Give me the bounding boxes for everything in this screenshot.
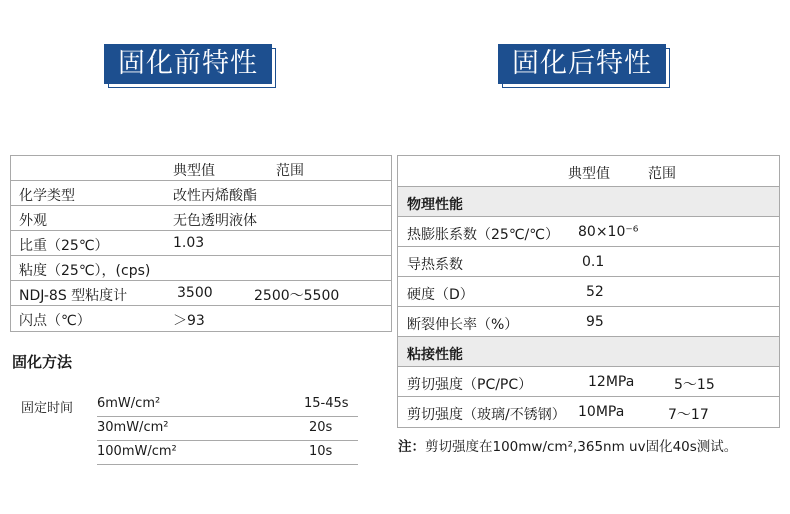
row-typical: 1.03: [173, 235, 205, 251]
note-text: 剪切强度在100mw/cm²,365nm uv固化40s测试。: [425, 439, 738, 455]
table-row: [11, 206, 391, 231]
table-row: [11, 306, 391, 331]
row-range: 2500～5500: [254, 288, 340, 304]
row-label: NDJ-8S 型粘度计: [19, 288, 128, 304]
row-typical: 12MPa: [588, 374, 635, 390]
row-label: 硬度（D）: [407, 287, 474, 303]
row-typical: 改性丙烯酸酯: [173, 188, 257, 204]
curing-time: 20s: [309, 420, 333, 435]
table-row: [398, 307, 779, 337]
row-label: 外观: [19, 213, 47, 229]
test-note: [398, 435, 737, 455]
curing-intensity: 30mW/cm²: [97, 420, 169, 435]
row-typical: ＞93: [173, 313, 205, 329]
row-label: 剪切强度（玻璃/不锈钢）: [407, 407, 566, 423]
note-prefix: 注：: [398, 439, 425, 455]
section-header-adhesion: [398, 337, 779, 367]
header-typical: 典型值: [568, 166, 610, 182]
row-typical: 10MPa: [578, 404, 625, 420]
table-row: [11, 231, 391, 256]
row-label: 比重（25℃）: [19, 238, 109, 254]
before-curing-table: [10, 155, 392, 332]
row-label: 热膨胀系数（25℃/℃）: [407, 227, 559, 243]
row-typical: 3500: [177, 285, 213, 301]
table-row: [398, 217, 779, 247]
row-typical: 52: [586, 284, 604, 300]
table-row: [398, 247, 779, 277]
after-curing-table: [397, 155, 780, 428]
table-header-row: [11, 156, 391, 181]
row-label: 粘度（25℃），(cps): [19, 263, 151, 279]
section-header-physical: [398, 187, 779, 217]
after-curing-banner: 固化后特性: [498, 44, 666, 84]
row-label: 闪点（℃）: [19, 313, 91, 329]
row-label: 剪切强度（PC/PC）: [407, 377, 533, 393]
curing-method-title: 固化方法: [12, 353, 73, 371]
table-row: [398, 367, 779, 397]
table-header-row: [398, 156, 779, 187]
row-typical: 0.1: [582, 254, 605, 270]
row-typical: 80×10⁻⁶: [578, 224, 639, 240]
row-range: 5～15: [674, 377, 715, 393]
section-title: 物理性能: [407, 197, 463, 213]
row-typical: 无色透明液体: [173, 213, 257, 229]
row-label: 化学类型: [19, 188, 75, 204]
table-row: [11, 181, 391, 206]
row-typical: 95: [586, 314, 604, 330]
table-row: [11, 256, 391, 281]
curing-time: 10s: [309, 444, 333, 459]
row-label: 导热系数: [407, 257, 463, 273]
row-label: 断裂伸长率（%）: [407, 317, 519, 333]
curing-row: [97, 418, 358, 441]
section-title: 粘接性能: [407, 347, 463, 363]
curing-time-label: 固定时间: [21, 401, 74, 416]
row-range: 7～17: [668, 407, 709, 423]
curing-time: 15-45s: [304, 396, 349, 411]
header-range: 范围: [276, 163, 304, 179]
header-range: 范围: [648, 166, 676, 182]
curing-row: [97, 442, 358, 465]
curing-intensity: 100mW/cm²: [97, 444, 177, 459]
curing-row: [97, 394, 358, 417]
before-curing-banner: 固化前特性: [104, 44, 272, 84]
table-row: [398, 277, 779, 307]
header-typical: 典型值: [173, 163, 215, 179]
curing-intensity: 6mW/cm²: [97, 396, 161, 411]
table-row: [11, 281, 391, 306]
table-row: [398, 397, 779, 427]
